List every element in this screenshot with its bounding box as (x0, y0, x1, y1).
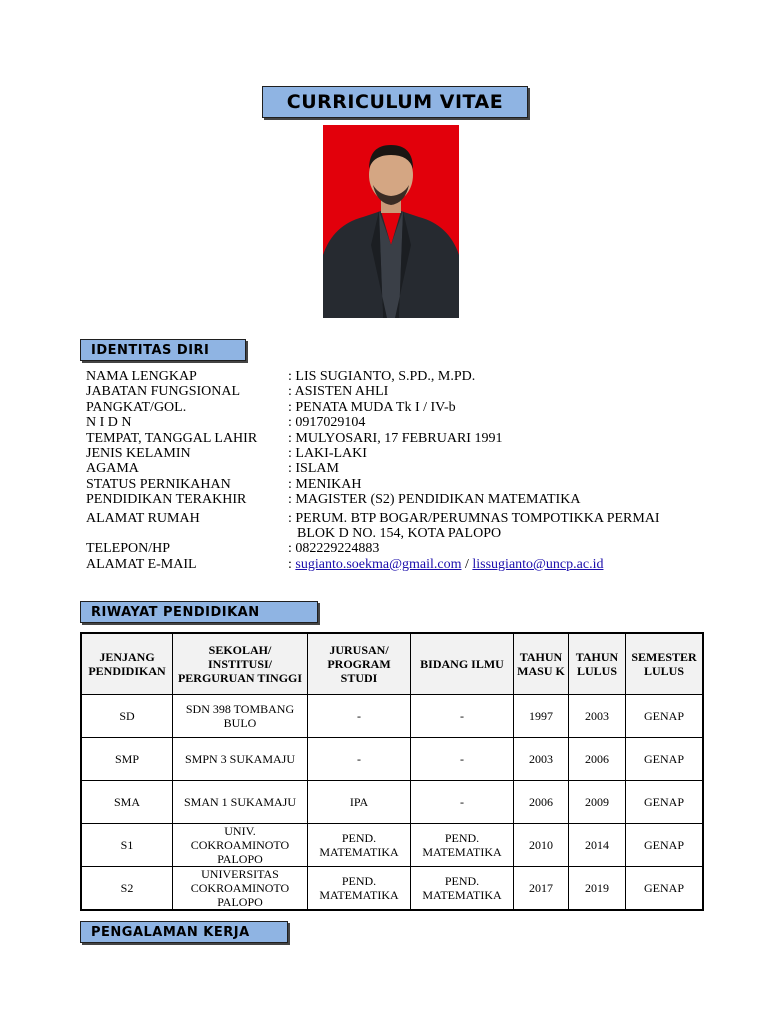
table-cell: UNIV. COKROAMINOTO PALOPO (173, 824, 308, 867)
col-header: BIDANG ILMU (411, 633, 514, 695)
identity-row (86, 477, 697, 492)
email-prefix: : (288, 556, 296, 572)
table-cell: IPA (308, 781, 411, 824)
table-cell: PEND. MATEMATIKA (411, 824, 514, 867)
phone-value: : 082229224883 (288, 541, 380, 557)
table-cell: 2006 (514, 781, 569, 824)
identity-row (86, 446, 697, 461)
table-header-row (81, 633, 703, 695)
identity-value: : LAKI-LAKI (288, 446, 367, 462)
table-cell: S2 (81, 867, 173, 911)
identity-value: : MENIKAH (288, 476, 362, 492)
email-link-1[interactable]: sugianto.soekma@gmail.com (295, 556, 462, 572)
table-cell: SMA (81, 781, 173, 824)
table-cell: 2003 (514, 738, 569, 781)
identity-label: N I D N (86, 415, 132, 431)
identity-row (86, 369, 697, 384)
table-cell: UNIVERSITAS COKROAMINOTO PALOPO (173, 867, 308, 911)
table-cell: GENAP (626, 824, 704, 867)
identity-label: NAMA LENGKAP (86, 369, 197, 384)
identity-value: : ASISTEN AHLI (288, 384, 389, 400)
table-row (81, 781, 703, 824)
email-link-2[interactable]: lissugianto@uncp.ac.id (472, 556, 604, 572)
address-line1: : PERUM. BTP BOGAR/PERUMNAS TOMPOTIKKA PERMAI (288, 510, 660, 526)
table-cell: PEND. MATEMATIKA (308, 867, 411, 911)
col-header: JURUSAN/ PROGRAM STUDI (308, 633, 411, 695)
identity-label: PENDIDIKAN TERAKHIR (86, 492, 247, 508)
address-row (86, 511, 697, 526)
identity-value: : 0917029104 (288, 415, 366, 431)
identity-label: STATUS PERNIKAHAN (86, 476, 231, 492)
table-cell: 2017 (514, 867, 569, 911)
table-cell: - (411, 781, 514, 824)
email-label: ALAMAT E-MAIL (86, 556, 197, 572)
identity-row (86, 461, 697, 476)
identity-label: PANGKAT/GOL. (86, 399, 187, 415)
identity-value: : MAGISTER (S2) PENDIDIKAN MATEMATIKA (288, 492, 581, 508)
identity-label: JENIS KELAMIN (86, 446, 191, 462)
profile-photo (323, 125, 459, 318)
education-table (80, 632, 704, 911)
section-identity-header: IDENTITAS DIRI (80, 339, 246, 361)
table-cell: SDN 398 TOMBANG BULO (173, 695, 308, 738)
person-photo-icon (323, 125, 459, 318)
table-cell: PEND. MATEMATIKA (308, 824, 411, 867)
col-header: TAHUN LULUS (569, 633, 626, 695)
phone-label: TELEPON/HP (86, 541, 170, 557)
cv-title: CURRICULUM VITAE (262, 86, 528, 118)
identity-row (86, 384, 697, 399)
table-cell: SMPN 3 SUKAMAJU (173, 738, 308, 781)
identity-label: TEMPAT, TANGGAL LAHIR (86, 430, 258, 446)
table-cell: GENAP (626, 695, 704, 738)
identity-value: : PENATA MUDA Tk I / IV-b (288, 399, 456, 415)
address-row-2 (86, 526, 697, 541)
identity-table (86, 369, 697, 572)
table-row (81, 824, 703, 867)
table-cell: 2019 (569, 867, 626, 911)
identity-value: : MULYOSARI, 17 FEBRUARI 1991 (288, 430, 503, 446)
identity-label: AGAMA (86, 461, 139, 477)
section-experience-header: PENGALAMAN KERJA (80, 921, 288, 943)
table-cell: 2010 (514, 824, 569, 867)
col-header: JENJANG PENDIDIKAN (81, 633, 173, 695)
identity-value: : ISLAM (288, 461, 339, 477)
table-cell: 2003 (569, 695, 626, 738)
table-cell: PEND. MATEMATIKA (411, 867, 514, 911)
phone-row (86, 541, 697, 556)
identity-value: : LIS SUGIANTO, S.PD., M.PD. (288, 369, 476, 384)
table-cell: - (411, 695, 514, 738)
col-header: SEKOLAH/ INSTITUSI/ PERGURUAN TINGGI (173, 633, 308, 695)
table-cell: GENAP (626, 738, 704, 781)
table-cell: - (411, 738, 514, 781)
table-row (81, 867, 703, 911)
identity-row (86, 492, 697, 507)
address-line2: BLOK D NO. 154, KOTA PALOPO (297, 526, 502, 542)
identity-row (86, 415, 697, 430)
table-cell: GENAP (626, 781, 704, 824)
address-label: ALAMAT RUMAH (86, 510, 200, 526)
section-education-header: RIWAYAT PENDIDIKAN (80, 601, 318, 623)
table-cell: - (308, 738, 411, 781)
col-header: SEMESTER LULUS (626, 633, 704, 695)
identity-row (86, 400, 697, 415)
table-row (81, 695, 703, 738)
table-cell: S1 (81, 824, 173, 867)
table-cell: 2009 (569, 781, 626, 824)
table-cell: SMP (81, 738, 173, 781)
table-cell: 1997 (514, 695, 569, 738)
identity-label: JABATAN FUNGSIONAL (86, 384, 241, 400)
table-cell: 2006 (569, 738, 626, 781)
email-separator: / (461, 556, 473, 572)
table-cell: SD (81, 695, 173, 738)
col-header: TAHUN MASU K (514, 633, 569, 695)
identity-row (86, 431, 697, 446)
table-cell: 2014 (569, 824, 626, 867)
table-cell: SMAN 1 SUKAMAJU (173, 781, 308, 824)
email-row (86, 557, 697, 572)
table-cell: - (308, 695, 411, 738)
table-row (81, 738, 703, 781)
table-cell: GENAP (626, 867, 704, 911)
